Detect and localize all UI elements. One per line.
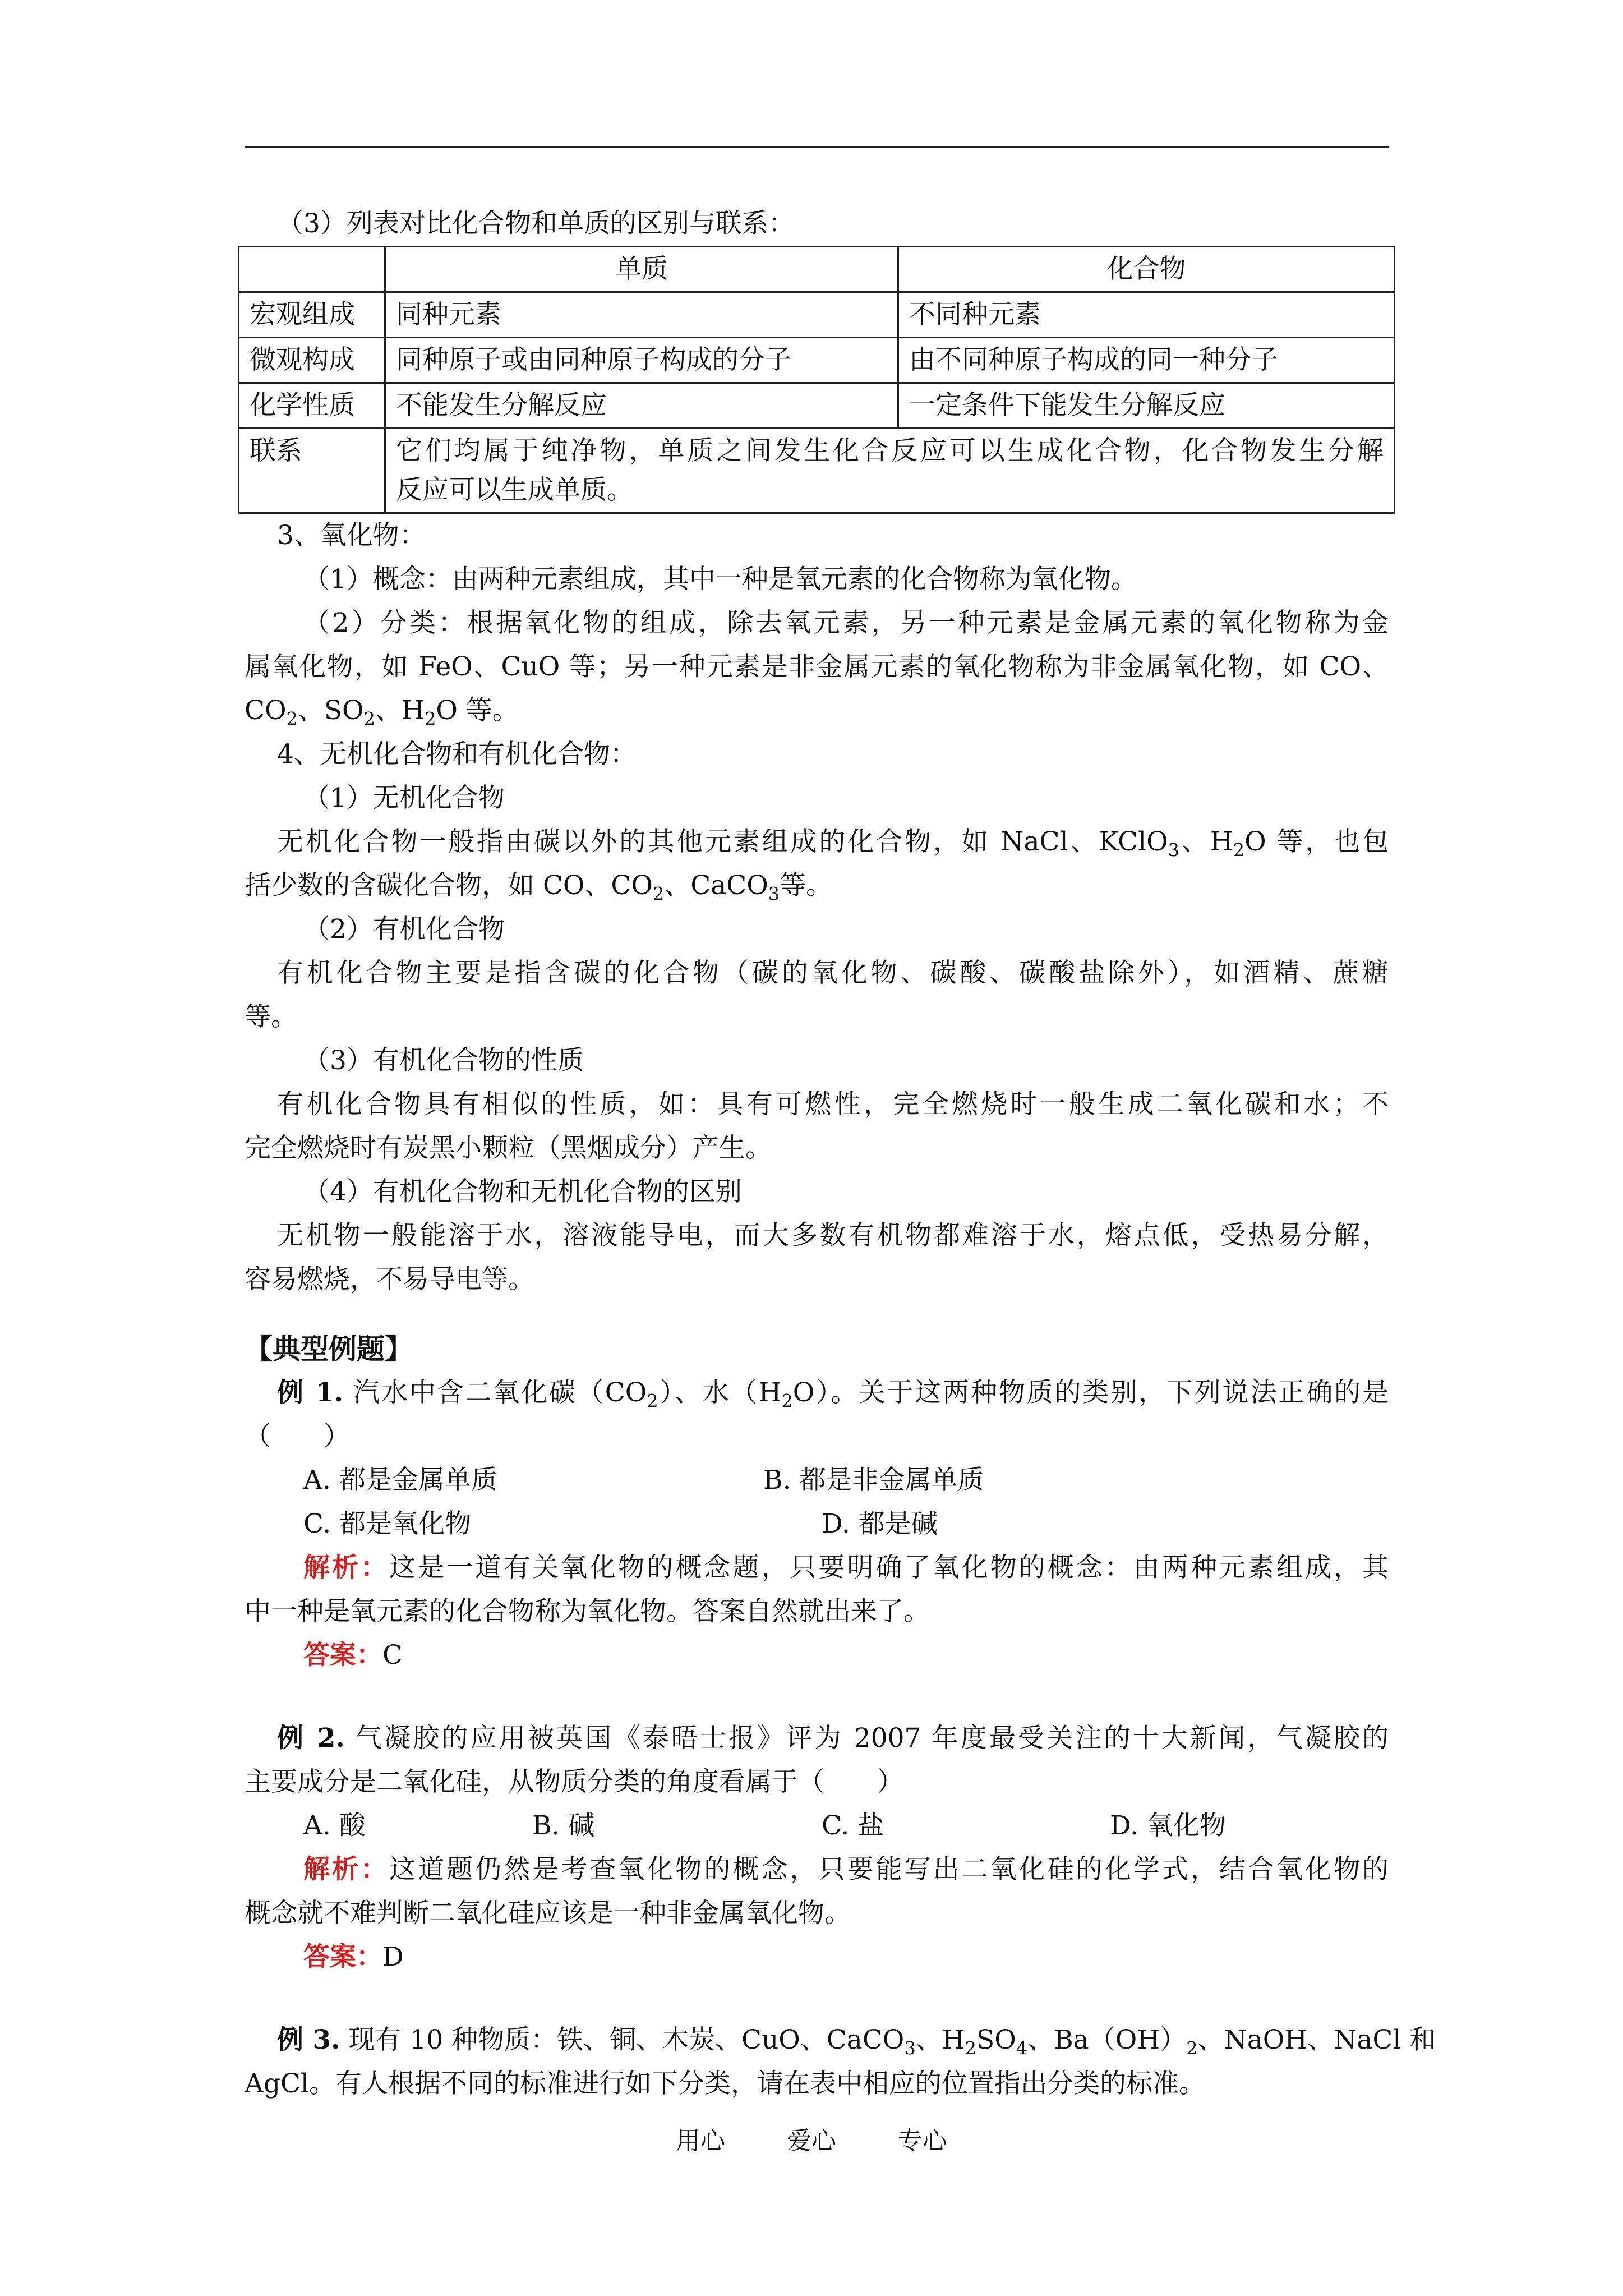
option-d: D. 氧化物 [1110,1810,1226,1841]
spacer [245,1979,1389,2018]
diff-title: （4）有机化合物和无机化合物的区别 [303,1176,742,1207]
diff-text-line: 容易燃烧，不易导电等。 [245,1264,534,1295]
answer-label: 答案： [303,1640,382,1671]
ex2-options-row [245,1804,1389,1848]
table-row [239,338,1395,383]
diff-text-line: 无机物一般能溶于水，溶液能导电，而大多数有机物都难溶于水，熔点低，受热易分解， [277,1220,1389,1251]
option-c: C. 都是氧化物 [303,1508,472,1539]
ex1-answer: 答案：C [303,1640,403,1671]
ex1-question-line: （ ） [245,1421,350,1452]
inorganic-title: （1）无机化合物 [303,783,505,813]
header-rule [245,146,1389,148]
ex1-question-line: 例 1. 汽水中含二氧化碳$(CO_2)$、水$(H_2O)$。关于这两种物质的类别，下列说法正确的是 [277,1377,1389,1412]
oxide-class-line: 属氧化物，如 FeO、CuO 等；另一种元素是非金属元素的氧化物称为非金属氧化物，如 CO、 [245,651,1389,682]
row-label: 微观构成 [239,338,385,383]
table-header-cell: 化合物 [898,247,1395,292]
link-text-line: 反应可以生成单质。 [396,475,633,505]
option-c: C. 盐 [822,1810,884,1841]
ex2-answer: 答案：D [303,1941,404,1972]
ex1-number: 例 1. [277,1377,344,1408]
ex3-number: 例 3. [277,2024,340,2055]
option-a: A. 酸 [303,1810,366,1841]
compound-cell: 不同种元素 [898,292,1395,338]
organic-text-line: 等。 [245,1001,297,1032]
single-cell: 不能发生分解反应 [385,383,898,429]
ex1-options-row [245,1502,1389,1546]
comparison-table [238,246,1395,514]
table-row [239,383,1395,429]
table-row [239,292,1395,338]
analysis-label: 解析： [303,1552,390,1583]
analysis-label: 解析： [303,1854,390,1885]
option-d: D. 都是碱 [822,1508,938,1539]
props-text-line: 完全燃烧时有炭黑小颗粒（黑烟成分）产生。 [245,1133,772,1163]
answer-label: 答案： [303,1941,382,1972]
table-caption: （3）列表对比化合物和单质的区别与联系： [277,208,795,239]
ex3-question-line: 例 3. 现有 10 种物质：铁、铜、木炭、CuO、CaCO$_3$、$H_2SO_4$、$Ba(OH)_2$、NaOH、NaCl 和 [277,2024,1436,2059]
table-row-link [239,429,1395,513]
oxide-heading: 3、氧化物： [277,520,426,551]
inorganic-text-line: 括少数的含碳化合物，如 CO、$CO_2$、CaCO$_3$等。 [245,870,833,905]
oxide-concept: （1）概念：由两种元素组成，其中一种是氧元素的化合物称为氧化物。 [303,564,1137,595]
link-cell [385,429,1395,513]
ex2-question-line: 例 2. 气凝胶的应用被英国《泰晤士报》评为 2007 年度最受关注的十大新闻，气凝胶的 [277,1723,1389,1754]
ex2-question-line: 主要成分是二氧化硅，从物质分类的角度看属于（ ） [245,1766,903,1797]
table-header-cell [239,247,385,292]
inorganic-text-line: 无机化合物一般指由碳以外的其他元素组成的化合物，如 NaCl、KClO$_3$、$H_2O$ 等，也包 [277,826,1389,861]
single-cell: 同种原子或由同种原子构成的分子 [385,338,898,383]
compound-cell: 一定条件下能发生分解反应 [898,383,1395,429]
footer-word: 爱心 [787,2127,836,2155]
option-b: B. 碱 [532,1810,595,1841]
table-header-row [239,247,1395,292]
examples-heading: 【典型例题】 [245,1332,413,1365]
option-b: B. 都是非金属单质 [763,1465,984,1496]
oxide-class-line: （2）分类：根据氧化物的组成，除去氧元素，另一种元素是金属元素的氧化物称为金 [303,608,1389,638]
ex1-analysis-line: 中一种是氧元素的化合物称为氧化物。答案自然就出来了。 [245,1596,930,1627]
footer-word: 用心 [676,2127,725,2155]
row-label: 宏观组成 [239,292,385,338]
ex2-analysis-line: 概念就不难判断二氧化硅应该是一种非金属氧化物。 [245,1898,851,1929]
table-header-cell: 单质 [385,247,898,292]
ex1-analysis-line: 解析：这是一道有关氧化物的概念题，只要明确了氧化物的概念：由两种元素组成，其 [303,1552,1389,1583]
organic-heading: 4、无机化合物和有机化合物： [277,739,637,770]
organic-text-line: 有机化合物主要是指含碳的化合物（碳的氧化物、碳酸、碳酸盐除外），如酒精、蔗糖 [277,958,1389,988]
single-cell: 同种元素 [385,292,898,338]
row-label: 化学性质 [239,383,385,429]
footer-word: 专心 [898,2127,947,2155]
organic-title: （2）有机化合物 [303,914,505,945]
page-content [245,202,1436,2106]
oxide-class-line: $CO_2$、$SO_2$、$H_2O$ 等。 [245,695,519,730]
props-text-line: 有机化合物具有相似的性质，如：具有可燃性，完全燃烧时一般生成二氧化碳和水；不 [277,1089,1389,1120]
spacer [245,1677,1389,1717]
ex3-question-line: AgCl。有人根据不同的标准进行如下分类，请在表中相应的位置指出分类的标准。 [245,2068,1206,2099]
compound-cell: 由不同种原子构成的同一种分子 [898,338,1395,383]
link-text-line: 它们均属于纯净物，单质之间发生化合反应可以生成化合物，化合物发生分解 [396,435,1384,466]
option-a: A. 都是金属单质 [303,1465,497,1496]
ex1-options-row [245,1458,1389,1502]
page-footer [0,2120,1623,2156]
row-label: 联系 [239,429,385,513]
props-title: （3）有机化合物的性质 [303,1045,584,1076]
ex2-number: 例 2. [277,1723,345,1754]
ex2-analysis-line: 解析：这道题仍然是考查氧化物的概念，只要能写出二氧化硅的化学式，结合氧化物的 [303,1854,1389,1885]
